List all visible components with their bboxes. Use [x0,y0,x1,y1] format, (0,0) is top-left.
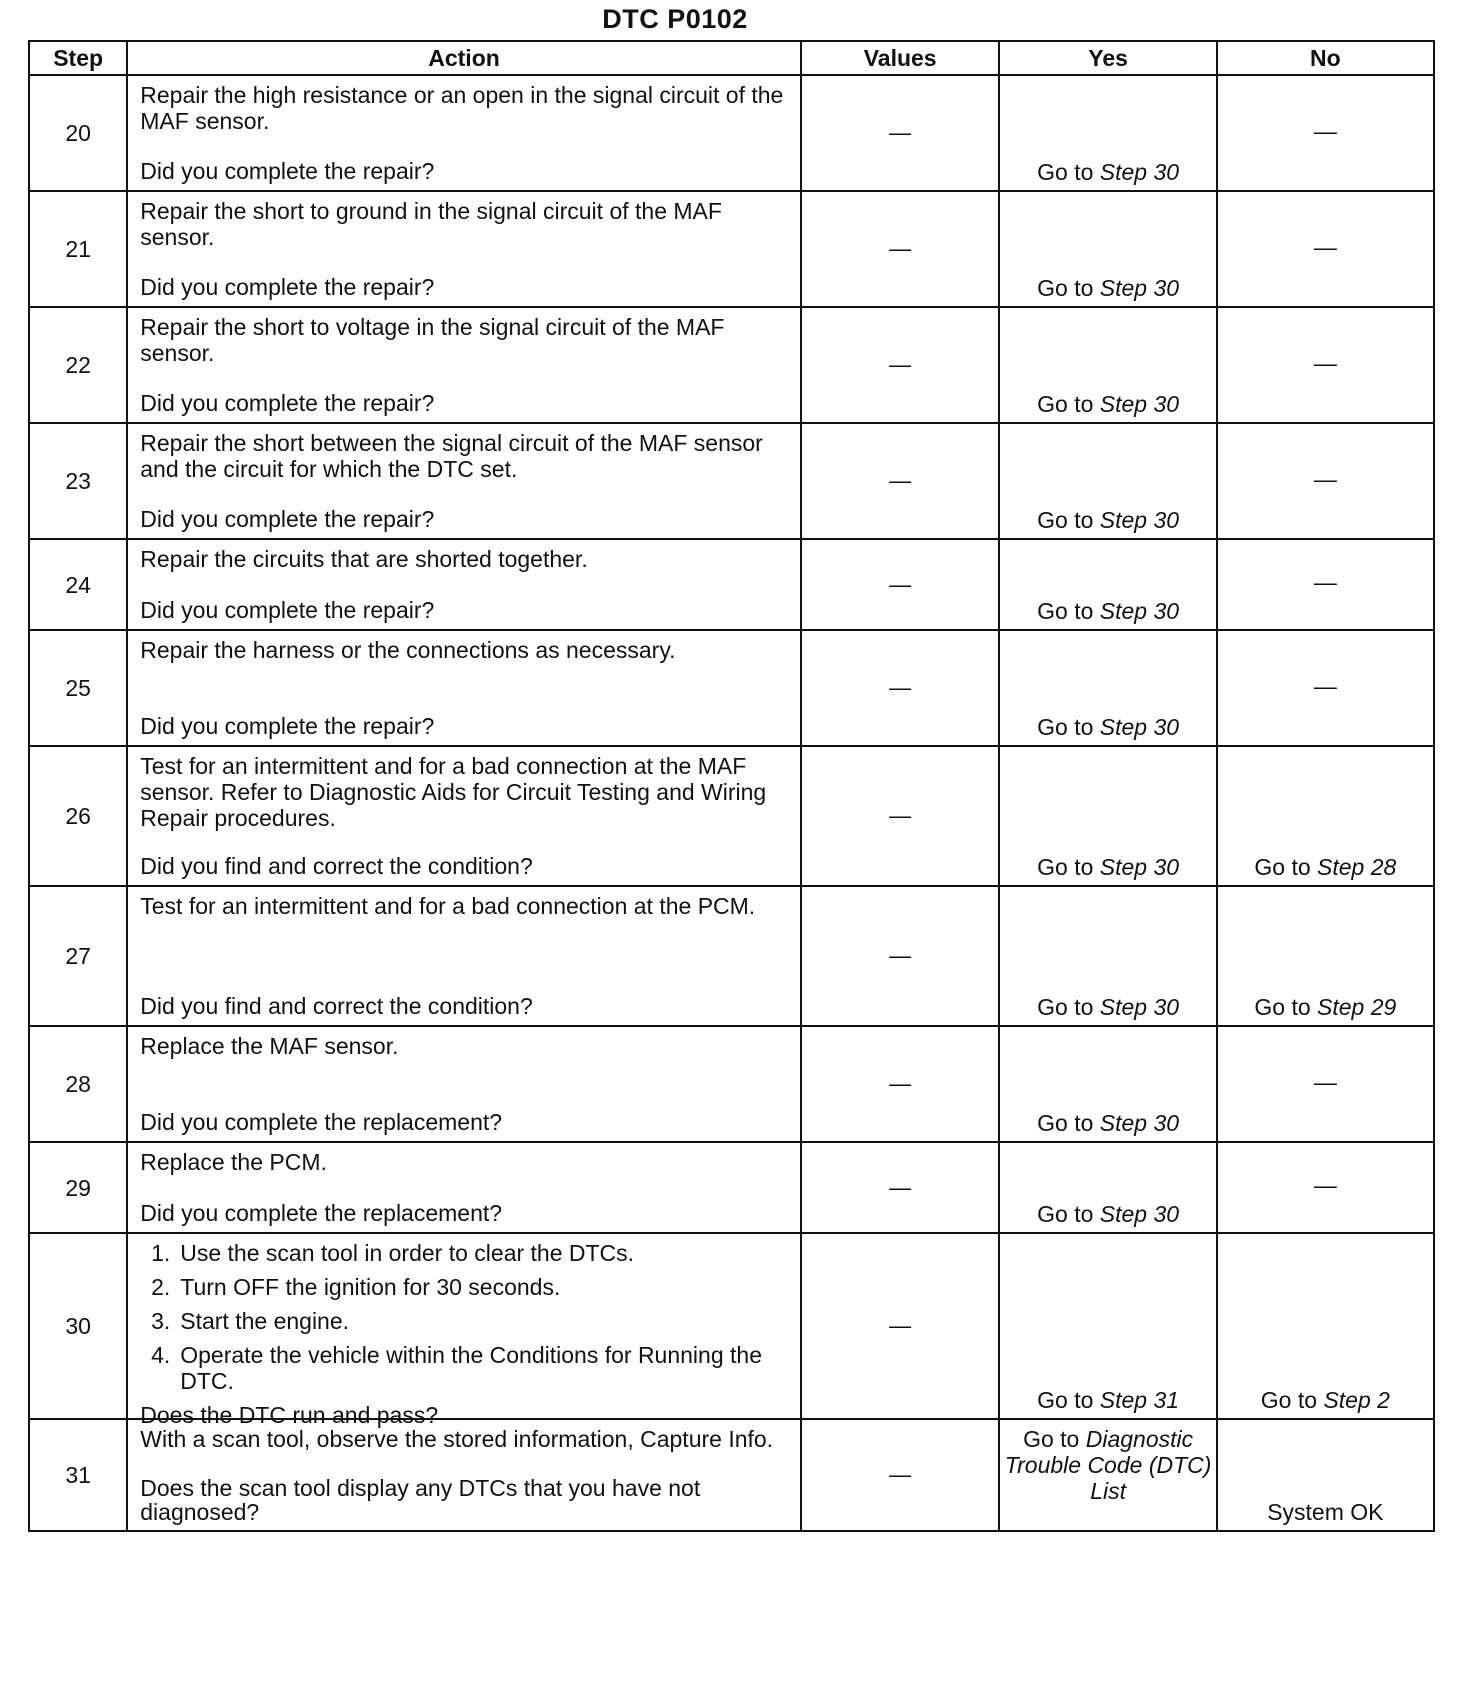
values-cell: — [801,423,1000,539]
yes-cell [999,423,1216,539]
action-text: Repair the harness or the connections as necessary. [140,637,676,663]
action-question: Does the scan tool display any DTCs that you have not diagnosed? [140,1475,701,1525]
step-number: 28 [29,1026,127,1142]
table-row-step-30 [29,1233,1434,1419]
action-cell [127,1233,801,1428]
no-cell [1217,1419,1434,1531]
action-text: With a scan tool, observe the stored information, Capture Info. [140,1426,774,1452]
step-number: 25 [29,630,127,746]
action-question: Did you complete the repair? [140,713,435,739]
yes-goto-text: Go to [1037,159,1100,185]
column-header-yes: Yes [999,41,1216,75]
substep-number: 3. [151,1308,171,1334]
action-cell [127,539,801,630]
yes-goto-text: Go to [1037,854,1100,880]
yes-goto-text: Go to [1023,1426,1086,1452]
no-dash: — [1313,569,1337,595]
substep-number: 1. [151,1240,171,1266]
yes-goto-text: Go to [1037,391,1100,417]
yes-cell [999,746,1216,886]
yes-cell [999,886,1216,1026]
column-header-values: Values [801,41,1000,75]
table-row-step-21 [29,191,1434,307]
no-cell [1217,886,1434,1026]
substep-text: Turn OFF the ignition for 30 seconds. [180,1274,561,1300]
step-number: 20 [29,75,127,191]
no-cell [1217,1142,1434,1233]
no-dash: — [1313,1172,1337,1198]
no-dash: — [1313,465,1337,492]
table-row-step-28 [29,1026,1434,1142]
yes-step-link[interactable]: Step 30 [1099,391,1180,417]
table-row-step-27 [29,886,1434,1026]
values-cell: — [801,191,1000,307]
no-goto-text: Go to [1254,994,1318,1020]
action-text: Repair the short to ground in the signal circuit of the MAF sensor. [140,198,722,250]
action-question: Does the DTC run and pass? [140,1402,439,1428]
yes-cell [999,75,1216,191]
action-cell [127,191,801,307]
values-cell: — [801,1142,1000,1233]
no-cell [1217,746,1434,886]
substep-item [140,1308,792,1334]
yes-cell [999,1026,1216,1142]
action-cell [127,886,801,1026]
no-dash: — [1313,1068,1337,1095]
action-question: Did you complete the replacement? [140,1200,503,1226]
substep-list [140,1234,792,1402]
no-dash: — [1313,349,1337,376]
yes-goto-text: Go to [1037,1387,1100,1413]
step-number: 23 [29,423,127,539]
action-question: Did you find and correct the condition? [140,993,533,1019]
values-cell: — [801,1026,1000,1142]
yes-step-link[interactable]: Step 30 [1099,854,1180,880]
action-text: Test for an intermittent and for a bad connection at the MAF sensor. Refer to Diagnostic Aids for Circuit Testing and Wiring Repair procedures. [140,753,767,831]
step-number: 26 [29,746,127,886]
substep-text: Operate the vehicle within the Conditions for Running the DTC. [180,1342,762,1394]
action-text: Repair the circuits that are shorted together. [140,546,588,572]
yes-cell [999,307,1216,423]
yes-cell [999,539,1216,630]
action-question: Did you complete the repair? [140,274,435,300]
values-cell: — [801,307,1000,423]
values-cell: — [801,630,1000,746]
table-row-step-31 [29,1419,1434,1531]
yes-goto-text: Go to [1037,1201,1100,1227]
action-cell [127,1142,801,1233]
values-cell: — [801,1233,1000,1419]
table-row-step-23 [29,423,1434,539]
yes-step-link[interactable]: Step 30 [1099,714,1180,740]
column-header-action: Action [127,41,801,75]
no-cell [1217,539,1434,630]
table-row-step-29 [29,1142,1434,1233]
yes-cell [999,1142,1216,1233]
yes-step-link[interactable]: Step 30 [1099,598,1180,624]
table-header-row [29,41,1434,75]
substep-number: 2. [151,1274,171,1300]
action-cell [127,307,801,423]
no-cell [1217,191,1434,307]
no-cell [1217,630,1434,746]
action-question: Did you complete the repair? [140,158,435,184]
yes-step-link[interactable]: Step 30 [1099,507,1180,533]
table-row-step-24 [29,539,1434,630]
yes-step-link[interactable]: Step 30 [1099,275,1180,301]
action-question: Did you complete the repair? [140,390,435,416]
action-cell [127,746,801,886]
action-question: Did you complete the replacement? [140,1109,503,1135]
diagnostic-table [28,40,1435,1532]
no-step-link[interactable]: Step 2 [1323,1387,1390,1413]
yes-goto-text: Go to [1037,714,1100,740]
yes-cell [999,191,1216,307]
yes-cell [999,1233,1216,1419]
action-question: Did you complete the repair? [140,506,435,532]
step-number: 24 [29,539,127,630]
step-number: 22 [29,307,127,423]
no-cell [1217,307,1434,423]
substep-item [140,1274,792,1300]
no-dash: — [1313,233,1337,260]
table-row-step-25 [29,630,1434,746]
substep-item [140,1342,792,1394]
yes-goto-text: Go to [1037,507,1100,533]
values-cell: — [801,886,1000,1026]
table-row-step-26 [29,746,1434,886]
no-goto-text: Go to [1260,1387,1324,1413]
yes-goto-text: Go to [1037,994,1100,1020]
yes-goto-text: Go to [1037,598,1100,624]
yes-step-link[interactable]: Step 30 [1099,1110,1180,1136]
no-goto-text: Go to [1254,854,1318,880]
no-step-link[interactable]: Step 29 [1317,994,1397,1020]
action-text: Repair the short to voltage in the signal circuit of the MAF sensor. [140,314,725,366]
action-text: Replace the PCM. [140,1149,327,1175]
table-row-step-22 [29,307,1434,423]
no-cell [1217,423,1434,539]
no-cell [1217,1233,1434,1419]
step-number: 30 [29,1233,127,1419]
values-cell: — [801,1419,1000,1531]
column-header-step: Step [29,41,127,75]
action-question: Did you complete the repair? [140,597,435,623]
action-cell [127,1026,801,1142]
action-text: Test for an intermittent and for a bad connection at the PCM. [140,893,756,919]
no-dash: — [1313,672,1337,699]
system-ok-text: System OK [1267,1499,1384,1525]
substep-text: Use the scan tool in order to clear the DTCs. [180,1240,635,1266]
substep-item [140,1240,792,1266]
action-question: Did you find and correct the condition? [140,853,533,879]
values-cell: — [801,539,1000,630]
values-cell: — [801,746,1000,886]
action-cell [127,75,801,191]
action-cell [127,423,801,539]
step-number: 21 [29,191,127,307]
no-cell [1217,75,1434,191]
step-number: 27 [29,886,127,1026]
no-dash: — [1313,117,1337,144]
step-number: 31 [29,1419,127,1531]
yes-cell [999,630,1216,746]
action-cell [127,1419,801,1531]
substep-text: Start the engine. [180,1308,350,1334]
yes-cell [999,1419,1216,1531]
yes-goto-text: Go to [1037,1110,1100,1136]
yes-step-link[interactable]: Step 30 [1099,994,1180,1020]
yes-step-link[interactable]: Step 31 [1099,1387,1180,1413]
action-text: Replace the MAF sensor. [140,1033,399,1059]
yes-goto-text: Go to [1037,275,1100,301]
values-cell: — [801,75,1000,191]
action-text: Repair the short between the signal circuit of the MAF sensor and the circuit for which the DTC set. [140,430,763,482]
no-step-link[interactable]: Step 28 [1317,854,1397,880]
yes-step-link[interactable]: Step 30 [1099,1201,1180,1227]
page-title: DTC P0102 [602,4,748,34]
step-number: 29 [29,1142,127,1233]
table-row-step-20 [29,75,1434,191]
yes-step-link[interactable]: Step 30 [1099,159,1180,185]
action-text: Repair the high resistance or an open in the signal circuit of the MAF sensor. [140,82,784,134]
column-header-no: No [1217,41,1434,75]
no-cell [1217,1026,1434,1142]
substep-number: 4. [151,1342,171,1368]
yes-dtc-list-link[interactable]: Diagnostic Trouble Code (DTC) List [1004,1426,1212,1504]
action-cell [127,630,801,746]
